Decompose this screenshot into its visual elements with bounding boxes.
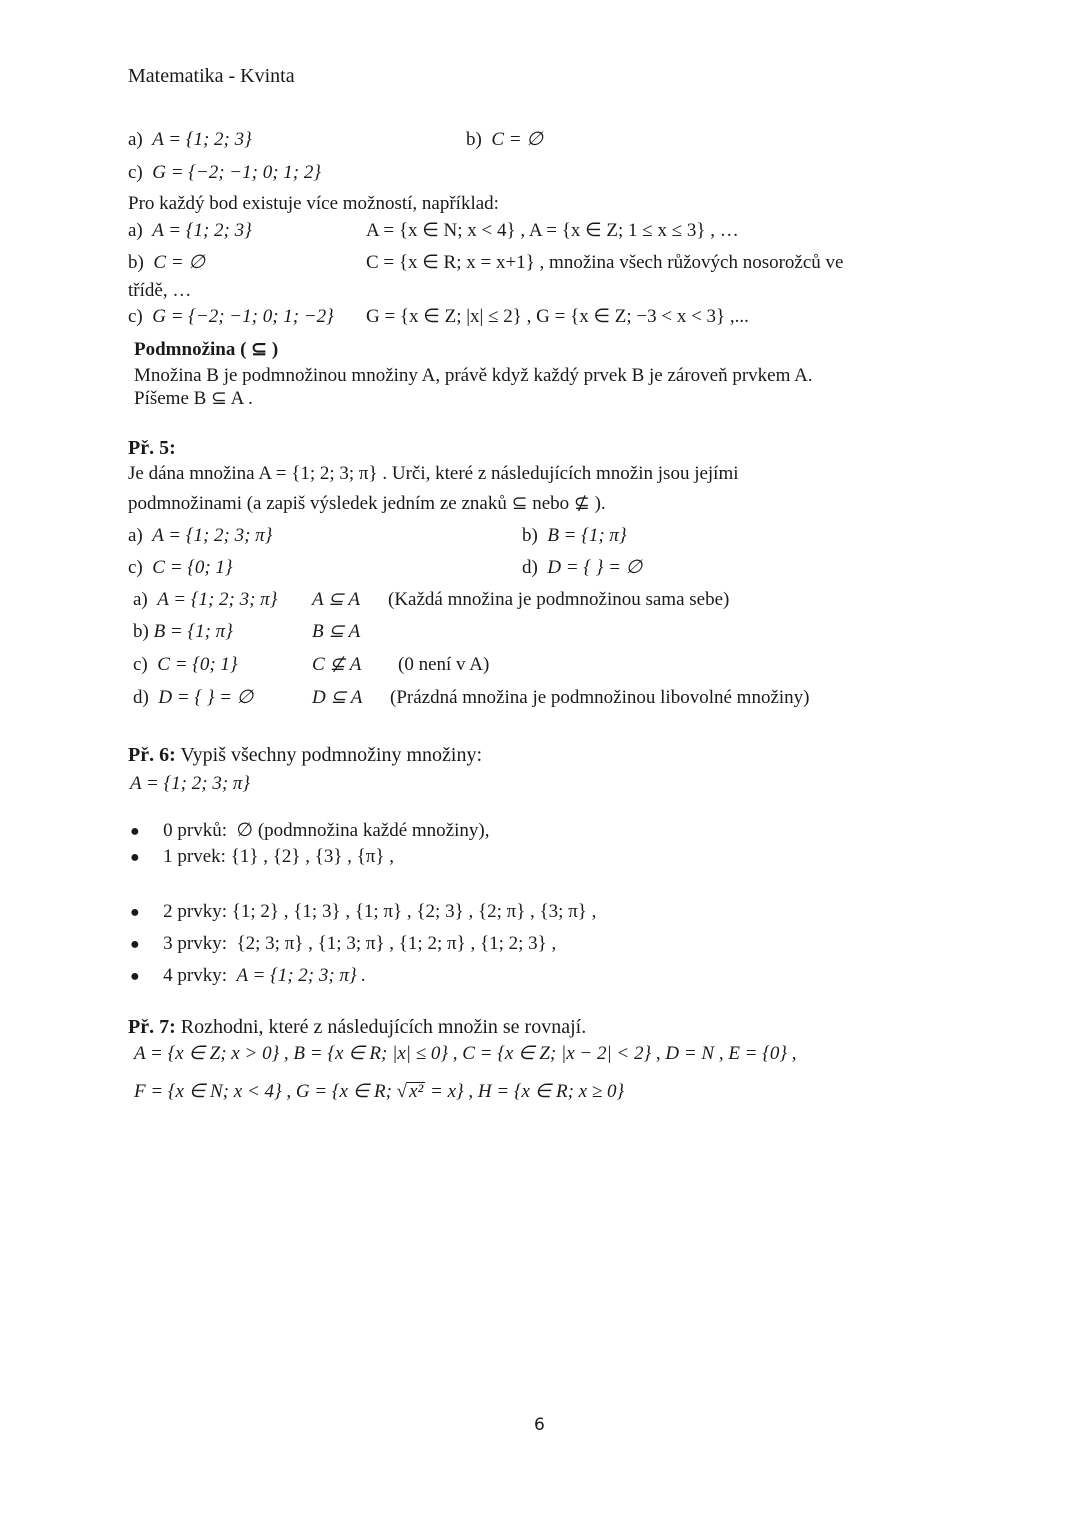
math-expression: A = {1; 2; 3} <box>152 129 252 150</box>
math-expression: A = {1; 2; 3; π} <box>157 589 278 610</box>
possibilities-intro: Pro každý bod existuje více možností, například: <box>128 193 499 214</box>
bullet-icon: ● <box>130 904 140 921</box>
item-label: b) <box>466 129 482 150</box>
subset-list-item <box>130 820 489 843</box>
exercise-6-prompt: Vypiš všechny podmnožiny množiny: <box>180 744 483 766</box>
item-label: c) <box>128 557 143 578</box>
exercise-7-heading: Př. 7: <box>128 1016 176 1038</box>
exercise-6-title <box>128 743 482 767</box>
top-item-c <box>128 161 321 185</box>
item-label: b) <box>128 252 144 273</box>
sets-f-g: F = {x ∈ N; x < 4} , G = {x ∈ R; <box>134 1081 397 1102</box>
exercise-5-answer-a-set <box>133 588 277 612</box>
math-expression: A = {1; 2; 3; π} <box>152 525 273 546</box>
subset-values: {1} , {2} , {3} , {π} , <box>230 846 395 867</box>
item-label: b) <box>133 621 149 642</box>
exercise-5-answer-d-set <box>133 686 253 710</box>
subset-count-label: 4 prvky: <box>163 965 228 986</box>
subset-count-label: 2 prvky: <box>163 901 228 922</box>
item-label: d) <box>133 687 149 708</box>
subset-list-item <box>130 901 596 924</box>
possibility-row-a-examples: A = {x ∈ N; x < 4} , A = {x ∈ Z; 1 ≤ x ≤ 3} , … <box>366 220 739 241</box>
sqrt-radicand: x² <box>409 1081 424 1102</box>
item-label: a) <box>128 525 143 546</box>
item-label: b) <box>522 525 538 546</box>
item-label: c) <box>128 162 143 183</box>
subset-count-label: 0 prvků: <box>163 820 228 841</box>
exercise-5-task-c <box>128 556 233 580</box>
exercise-5-line1: Je dána množina A = {1; 2; 3; π} . Urči, které z následujících množin jsou jejími <box>128 463 739 484</box>
bullet-icon: ● <box>130 849 140 866</box>
document-header: Matematika - Kvinta <box>128 65 295 87</box>
subset-list-item <box>130 846 394 869</box>
subset-definition-notation: Píšeme B ⊆ A . <box>134 388 253 409</box>
exercise-7-prompt: Rozhodni, které z následujících množin se rovnají. <box>180 1016 587 1038</box>
possibility-row-c-set <box>128 305 334 329</box>
subset-definition-title: Podmnožina ( ⊆ ) <box>134 339 279 360</box>
possibility-row-a-set <box>128 219 252 243</box>
subset-values: ∅ (podmnožina každé množiny), <box>236 820 490 841</box>
math-expression: C = ∅ <box>153 252 205 273</box>
exercise-5-answer-a-relation: A ⊆ A <box>312 589 360 610</box>
exercise-6-set: A = {1; 2; 3; π} <box>130 773 251 794</box>
item-label: a) <box>133 589 148 610</box>
exercise-5-answer-c-set <box>133 653 238 677</box>
math-expression: B = {1; π} <box>547 525 627 546</box>
possibility-row-b-continuation: třídě, … <box>128 280 192 301</box>
item-label: a) <box>128 129 143 150</box>
subset-list-item <box>130 933 556 956</box>
exercise-5-heading: Př. 5: <box>128 437 176 459</box>
exercise-5-line2: podmnožinami (a zapiš výsledek jedním ze znaků ⊆ nebo ⊈ ). <box>128 493 606 514</box>
subset-values: {1; 2} , {1; 3} , {1; π} , {2; 3} , {2; π} , {3; π} , <box>231 901 597 922</box>
top-item-b <box>466 128 543 152</box>
math-expression: D = { } = ∅ <box>158 687 254 708</box>
possibility-row-b-set <box>128 251 205 275</box>
exercise-5-task-d <box>522 556 642 580</box>
exercise-5-answer-b-set <box>133 620 233 644</box>
item-label: a) <box>128 220 143 241</box>
subset-count-label: 3 prvky: <box>163 933 228 954</box>
math-expression: D = { } = ∅ <box>547 557 643 578</box>
subset-definition-text: Množina B je podmnožinou množiny A, právě když každý prvek B je zároveň prvkem A. <box>134 365 813 386</box>
possibility-row-b-examples: C = {x ∈ R; x = x+1} , množina všech růžových nosorožců ve <box>366 252 844 273</box>
exercise-7-sets-line2: F = {x ∈ N; x < 4} , G = {x ∈ R; √ x² = x} , H = {x ∈ R; x ≥ 0} <box>134 1081 625 1102</box>
math-expression: G = {−2; −1; 0; 1; −2} <box>152 306 334 327</box>
subset-list-item <box>130 965 366 988</box>
bullet-icon: ● <box>130 936 140 953</box>
subset-count-label: 1 prvek: <box>163 846 226 867</box>
top-item-a <box>128 128 252 152</box>
item-label: c) <box>133 654 148 675</box>
possibility-row-c-examples: G = {x ∈ Z; |x| ≤ 2} , G = {x ∈ Z; −3 < x < 3} ,... <box>366 306 749 327</box>
math-expression: C = {0; 1} <box>152 557 233 578</box>
exercise-7-title <box>128 1015 586 1039</box>
math-expression: G = {−2; −1; 0; 1; 2} <box>152 162 321 183</box>
exercise-5-answer-c-note: (0 není v A) <box>398 654 490 675</box>
exercise-7-sets-line1: A = {x ∈ Z; x > 0} , B = {x ∈ R; |x| ≤ 0} , C = {x ∈ Z; |x − 2| < 2} , D = N , E = {0} , <box>134 1043 797 1064</box>
exercise-5-answer-c-relation: C ⊈ A <box>312 654 362 675</box>
exercise-5-task-a <box>128 524 272 548</box>
exercise-5-answer-d-relation: D ⊆ A <box>312 687 363 708</box>
item-label: d) <box>522 557 538 578</box>
math-expression: C = ∅ <box>491 129 543 150</box>
exercise-5-answer-b-relation: B ⊆ A <box>312 621 361 642</box>
subset-values: A = {1; 2; 3; π} . <box>236 965 367 986</box>
math-expression: C = {0; 1} <box>157 654 238 675</box>
item-label: c) <box>128 306 143 327</box>
sets-g-h: = x} , H = {x ∈ R; x ≥ 0} <box>425 1081 625 1102</box>
math-expression: B = {1; π} <box>153 621 233 642</box>
subset-values: {2; 3; π} , {1; 3; π} , {1; 2; π} , {1; 2; 3} , <box>236 933 557 954</box>
bullet-icon: ● <box>130 968 140 985</box>
page-number: 6 <box>534 1415 545 1435</box>
bullet-icon: ● <box>130 823 140 840</box>
exercise-5-task-b <box>522 524 627 548</box>
math-expression: A = {1; 2; 3} <box>152 220 252 241</box>
exercise-6-heading: Př. 6: <box>128 744 176 766</box>
exercise-5-answer-a-note: (Každá množina je podmnožinou sama sebe) <box>388 589 730 610</box>
exercise-5-answer-d-note: (Prázdná množina je podmnožinou libovolné množiny) <box>390 687 810 708</box>
